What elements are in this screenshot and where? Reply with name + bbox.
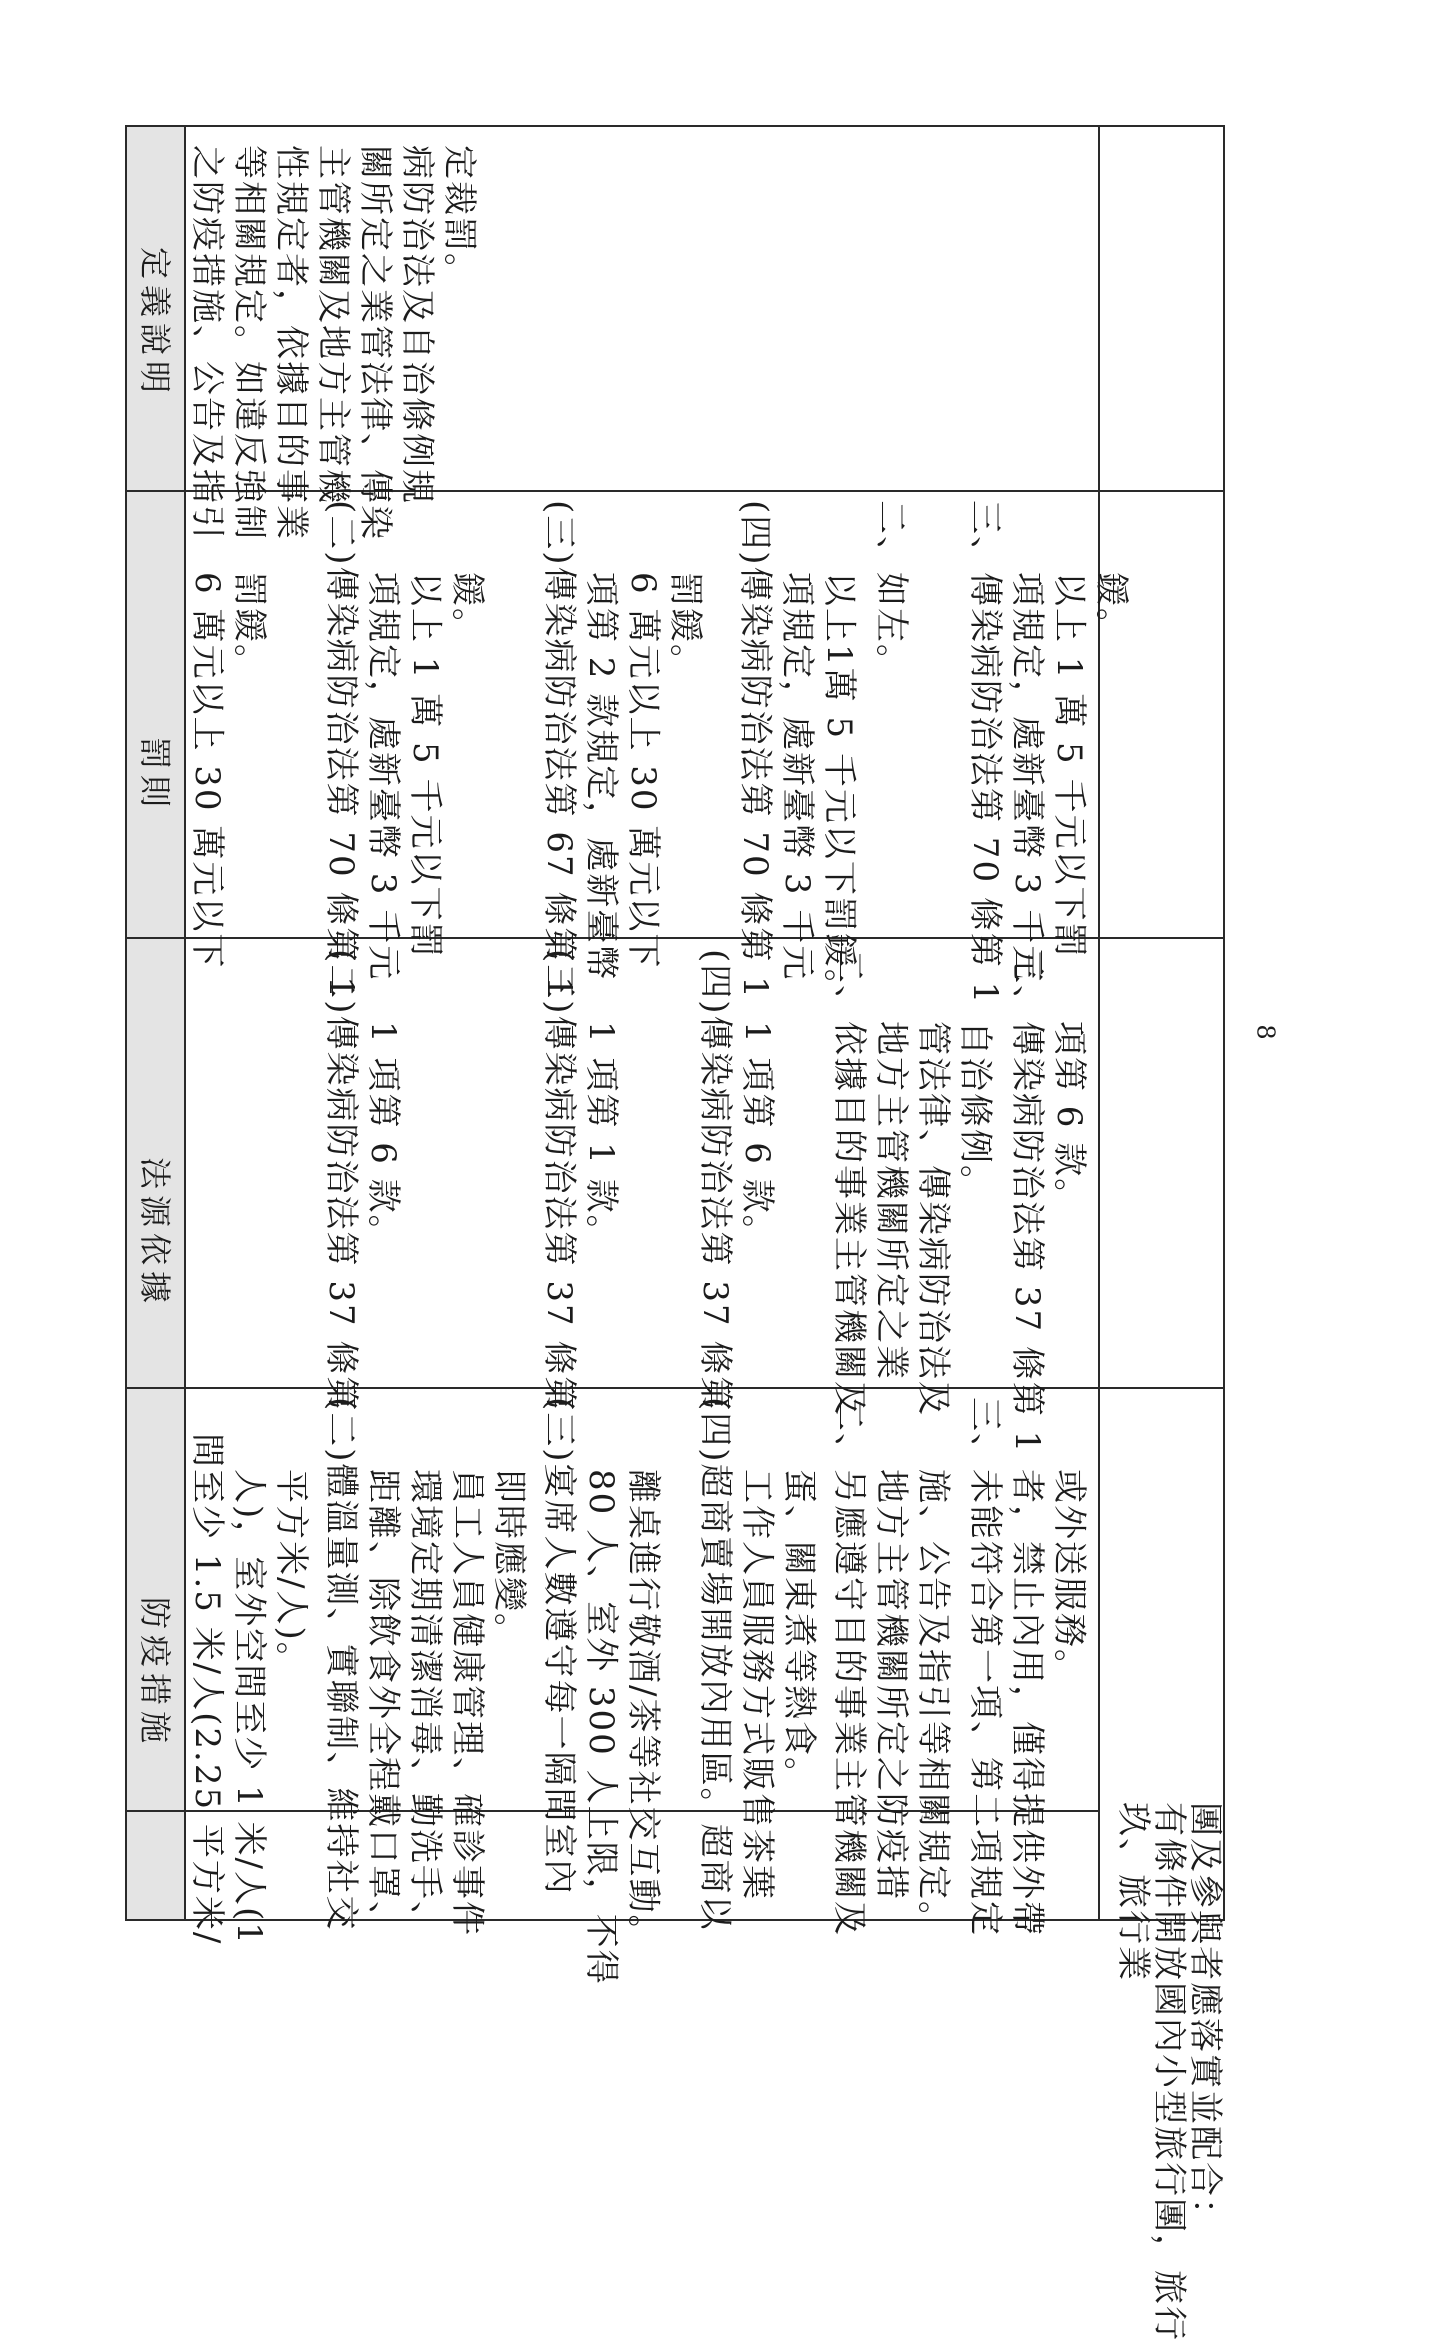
section-3-line-2: 者，禁止內用，僅得提供外帶 [1007,1397,1047,1937]
penalty-3-line-2: 項第 2 款規定，處新臺幣 [581,500,621,982]
basis-2-line-1: (二)傳染病防治法第 37 條第 [321,949,361,1413]
measure-1-continued-3: 平方米/人)。 [271,1397,311,1678]
measure-2-line-5: 即時應變。 [489,1397,529,1649]
basis-s2-line-1: 二、依據目的事業主管機關及 [829,949,869,1417]
text-line: 間至少 1.5 米/人(2.25 平方米/ [187,1397,227,1946]
penalty-s3-line-2: 項規定，處新臺幣 3 千元 [1007,500,1047,982]
measure-2-line-2: 距離、除飲食外全程戴口罩、 [363,1397,403,1937]
measure-1-continued-2: 人)，室外空間至少 1 米/人(1 [229,1397,269,1946]
measure-3-line-3: 離桌進行敬酒/茶等社交互動。 [623,1397,663,1951]
penalty-3-line-1: (三)傳染病防治法第 67 條第 1 [539,500,579,1000]
measure-2-line-3: 環境定期清潔消毒、勤洗手、 [405,1397,445,1937]
penalty-s2: 二、如左。 [871,500,911,680]
penalty-2-line-1: (二)傳染病防治法第 70 條第 1 [321,500,361,1000]
section-2-line-1: 二、另應遵守目的事業主管機關及 [829,1397,869,1937]
section-divider [1098,127,1100,1919]
basis-4-line-2: 1 項第 6 款。 [737,949,777,1251]
penalty-2-line-4: 鍰。 [447,500,487,644]
header-legal-basis: 法源依據 [136,1157,174,1310]
definition-line-2: 等相關規定。如違反強制 [229,145,269,541]
measure-3-line-1: (三)宴席人數遵守每一隔間室內 [539,1397,579,1896]
definition-line-7: 定裁罰。 [439,145,479,289]
penalty-4-line-1: (四)傳染病防治法第 70 條第 1 [735,500,775,1000]
definition-line-1: 之防疫措施、公告及指引 [187,145,227,541]
basis-s2-line-2: 地方主管機關所定之業 [871,949,911,1381]
basis-s2-line-4: 自治條例。 [955,949,995,1201]
travel-line-2: 團及參與者應落實並配合： [1185,1802,1225,2234]
penalty-s3-line-4: 鍰。 [1091,500,1131,644]
basis-4-line-1: (四)傳染病防治法第 37 條第 [695,949,735,1413]
definition-line-6: 病防治法及自治條例規 [397,145,437,505]
penalty-2-line-3: 以上 1 萬 5 千元以下罰 [405,500,445,959]
page-number: 8 [1251,1024,1280,1040]
section-3-line-3: 或外送服務。 [1049,1397,1089,1685]
travel-heading: 玖、旅行業 [1113,1802,1153,1982]
section-2-line-2: 地方主管機關所定之防疫措 [871,1397,911,1901]
basis-s3-line-2: 項第 6 款。 [1049,949,1089,1215]
measure-2-line-4: 員工人員健康管理、確診事件 [447,1397,487,1937]
section-3-line-1: 三、未能符合第一項、第二項規定 [965,1397,1005,1937]
penalty-3-line-3: 6 萬元以上 30 萬元以下 [623,500,663,970]
penalty-3-line-4: 罰鍰。 [665,500,705,680]
penalty-2-line-2: 項規定，處新臺幣 3 千元 [363,500,403,982]
header-penalty: 罰則 [136,737,174,814]
measure-4-line-3: 蛋、關東煮等熱食。 [779,1397,819,1793]
penalty-1-continued-1: 6 萬元以上 30 萬元以下 [187,500,227,970]
header-measures: 防疫措施 [136,1597,174,1750]
penalty-s3-line-3: 以上 1 萬 5 千元以下罰 [1049,500,1089,959]
definition-line-4: 主管機關及地方主管機 [313,145,353,505]
measure-3-line-2: 80 人、室外 300 人上限，不得 [581,1397,621,1986]
definition-line-3: 性規定者，依據目的事業 [271,145,311,541]
measure-4-line-1: (四)超商賣場開放內用區。超商以 [695,1397,735,1932]
row-divider-3 [127,1387,1223,1389]
penalty-4-line-3: 以上1萬 5 千元以下罰鍰。 [819,500,859,1005]
basis-3-line-2: 1 項第 1 款。 [581,949,621,1251]
definition-line-5: 關所定之業管法律、傳染 [355,145,395,541]
measure-2-line-1: (二)體溫量測、實聯制、維持社交 [321,1397,361,1932]
penalty-s3-line-1: 三、傳染病防治法第 70 條第 1 [965,500,1005,1006]
regulation-table [125,125,1225,2342]
basis-s2-line-3: 管法律、傳染病防治法及 [913,949,953,1417]
penalty-4-line-2: 項規定，處新臺幣 3 千元 [777,500,817,982]
penalty-1-continued-2: 罰鍰。 [229,500,269,680]
basis-s3-line-1: 三、傳染病防治法第 37 條第 1 [1007,949,1047,1455]
measure-4-line-2: 工作人員服務方式販售茶葉 [737,1397,777,1901]
basis-3-line-1: (三)傳染病防治法第 37 條第 [539,949,579,1413]
travel-line-1: 有條件開放國內小型旅行團，旅行 [1149,1802,1189,2342]
measure-1-continued [187,1397,227,1945]
basis-2-line-2: 1 項第 6 款。 [363,949,403,1251]
header-definition: 定義說明 [136,247,174,400]
section-2-line-3: 施、公告及指引等相關規定。 [913,1397,953,1937]
header-divider [184,127,186,1919]
